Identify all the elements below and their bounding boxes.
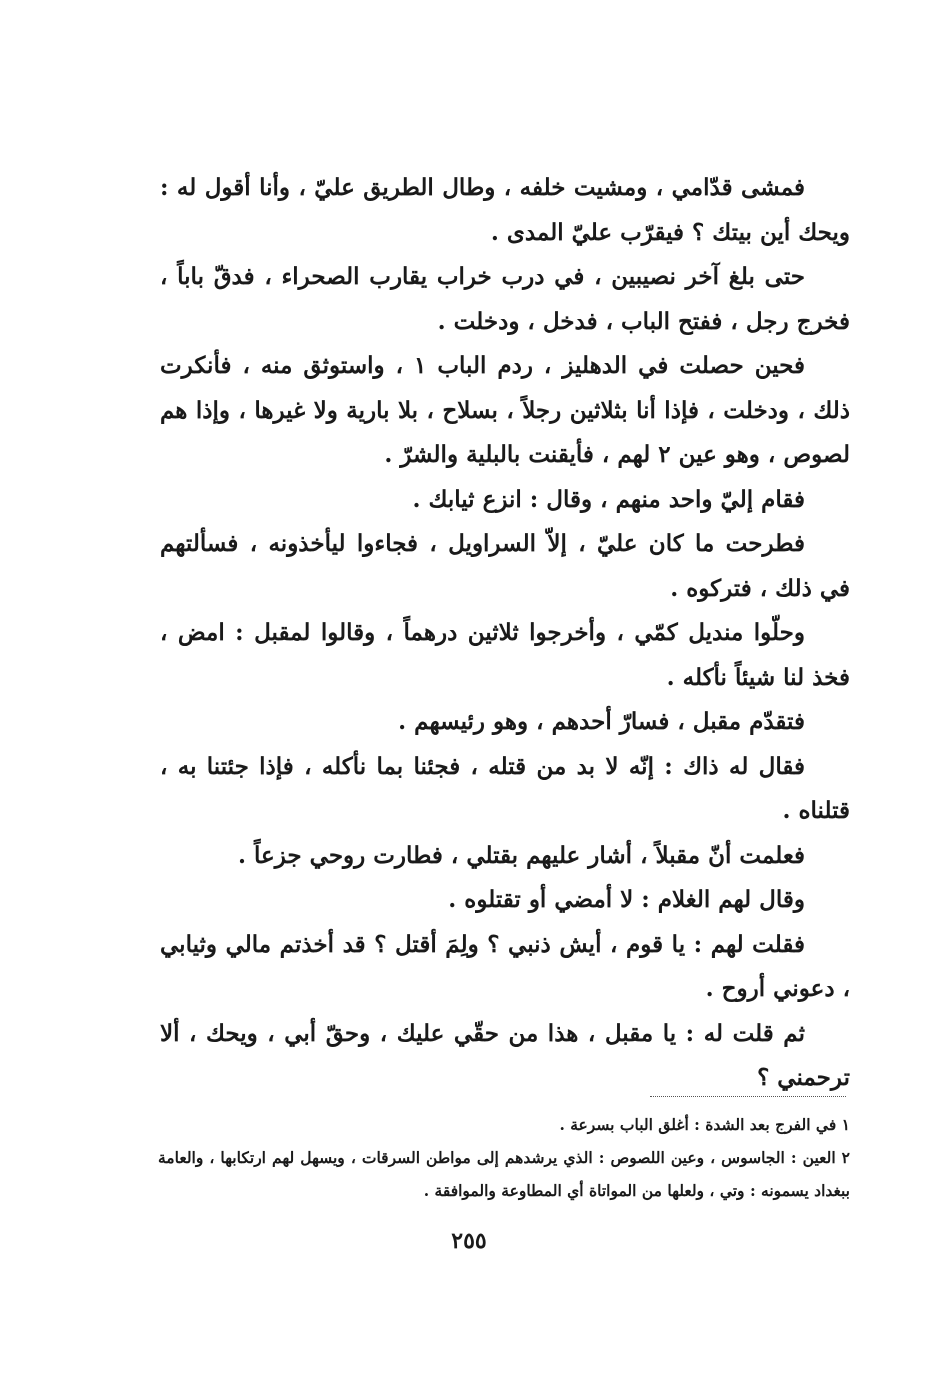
paragraph-8: فقال له ذاك : إنّه لا بد من قتله ، فجئنا بما نأكله ، فإذا جئتنا به ، قتلناه . — [160, 752, 850, 824]
main-text — [160, 166, 850, 1101]
paragraph-5: فطرحت ما كان عليّ ، إلاّ السراويل ، فجاءوا ليأخذونه ، فسألتهم في ذلك ، فتركوه . — [160, 530, 850, 602]
footnote-2: ٢ العين : الجاسوس ، وعين اللصوص : الذي يرشدهم إلى مواطن السرقات ، ويسهل لهم ارتكابها ، والعامة ببغداد يسمونه : وتي ، ولعلها من المواتاة أي المطاوعة والموافقة . — [158, 1148, 850, 1200]
footnote-divider — [650, 1096, 846, 1097]
footnotes — [158, 1108, 850, 1207]
paragraph-9: فعلمت أنّ مقبلاً ، أشار عليهم بقتلي ، فطارت روحي جزعاً . — [237, 841, 805, 869]
paragraph-3: فحين حصلت في الدهليز ، ردم الباب ١ ، واستوثق منه ، فأنكرت ذلك ، ودخلت ، فإذا أنا بثلاثين رجلاً ، بسلاح ، بلا بارية ولا غيرها ، وإذا هم لصوص ، وهو عين ٢ لهم ، فأيقنت بالبلية والشرّ . — [160, 352, 850, 468]
paragraph-11: فقلت لهم : يا قوم ، أيش ذنبي ؟ ولِمَ أقتل ؟ قد أخذتم مالي وثيابي ، دعوني أروح . — [160, 930, 850, 1002]
footnote-1: ١ في الفرج بعد الشدة : أغلق الباب بسرعة . — [559, 1115, 850, 1134]
paragraph-2: حتى بلغ آخر نصيبين ، في درب خراب يقارب الصحراء ، فدقّ باباً ، فخرج رجل ، ففتح الباب ، فدخل ، ودخلت . — [160, 263, 850, 335]
paragraph-7: فتقدّم مقبل ، فسارّ أحدهم ، وهو رئيسهم . — [398, 708, 805, 735]
paragraph-10: وقال لهم الغلام : لا أمضي أو تقتلوه . — [448, 886, 805, 913]
paragraph-12: ثم قلت له : يا مقبل ، هذا من حقّي عليك ، وحقّ أبي ، ويحك ، ألا ترحمني ؟ — [160, 1019, 850, 1091]
page-number: ٢٥٥ — [451, 1228, 487, 1254]
paragraph-6: وحلّوا منديل كمّي ، وأخرجوا ثلاثين درهماً ، وقالوا لمقبل : امض ، فخذ لنا شيئاً نأكله . — [160, 619, 850, 691]
paragraph-4: فقام إليّ واحد منهم ، وقال : انزع ثيابك . — [412, 485, 805, 513]
paragraph-1: فمشى قدّامي ، ومشيت خلفه ، وطال الطريق عليّ ، وأنا أقول له : ويحك أين بيتك ؟ فيقرّب عليّ المدى . — [160, 174, 850, 246]
